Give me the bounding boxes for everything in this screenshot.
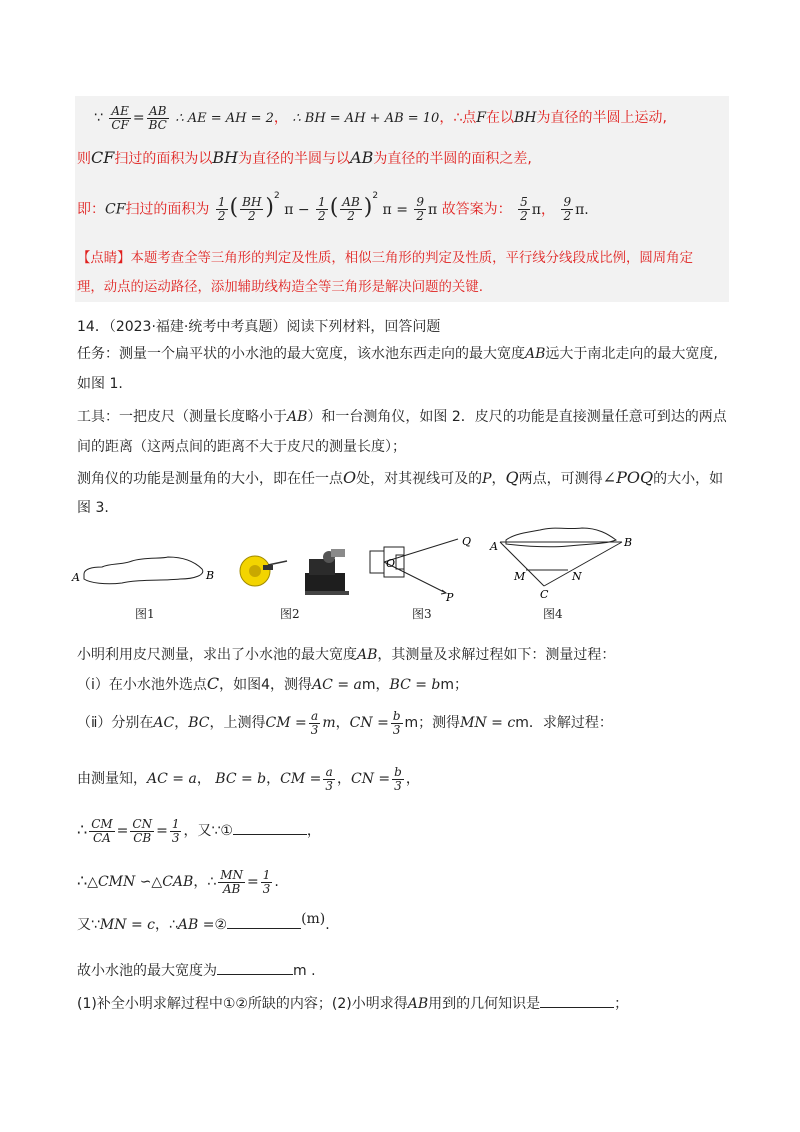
blank-width[interactable] <box>217 960 293 975</box>
problem-tools-2: 间的距离（这两点间的距离不大于皮尺的测量长度）； <box>77 439 406 455</box>
process-ratio: ∴ $\frac{CM}{CA}$ = $\frac{CN}{CB}$ = $\frac{1}{3}$ ，又∵① ， <box>77 816 321 845</box>
fig4-label-a: A <box>490 540 498 553</box>
tape-measure-icon <box>240 556 287 586</box>
blank-2[interactable] <box>227 914 301 929</box>
fig1-label-a: A <box>72 571 80 584</box>
process-step-2: （ⅱ）分别在AC，BC，上测得CM = $\frac{a}{3}$ m，CN = $\frac{b}{3}$ m；测得MN = cm．求解过程： <box>77 708 613 737</box>
process-step-1: （ⅰ）在小水池外选点C，如图4，测得AC = am，BC = bm； <box>77 674 469 693</box>
fig3-label-o: O <box>386 557 396 570</box>
figure-3-angle <box>362 535 497 603</box>
figure-4-caption: 图4 <box>543 607 563 621</box>
problem-goniometer: 测角仪的功能是测量角的大小，即在任一点O处，对其视线可及的P，Q两点，可测得∠POQ的大小，如 <box>77 468 724 487</box>
figure-4-triangle <box>488 522 636 602</box>
figure-2-tools <box>235 543 355 599</box>
solution-line-1: ∵ $\frac{AE}{CF}$ = $\frac{AB}{BC}$ ∴ AE = AH = 2， ∴ BH = AH + AB = 10，∴点F在以BH为直径的半圆上运动, <box>94 103 667 132</box>
fig3-label-p: P <box>446 591 454 603</box>
fig4-label-n: N <box>572 570 582 583</box>
area-formula: $\frac{1}{2}$ ( $\frac{BH}{2}$ )$^2$ π − $\frac{1}{2}$ ( $\frac{AB}{2}$ )$^2$ π = $\frac{9}{2}$ π <box>217 191 438 224</box>
blank-geometry[interactable] <box>540 993 614 1008</box>
fig3-label-q: Q <box>462 535 472 548</box>
blank-1[interactable] <box>233 820 307 835</box>
figure-1-pond <box>70 545 220 595</box>
because-symbol: ∵ <box>94 110 103 126</box>
figure-1-caption: 图1 <box>135 607 155 621</box>
fig1-label-b: B <box>206 569 215 582</box>
comment-line-2: 理，动点的运动路径，添加辅助线构造全等三角形是解决问题的关键. <box>77 280 483 295</box>
bh-equals: ∴ BH = AH + AB = 10 <box>292 111 440 126</box>
problem-tools: 工具：一把皮尺（测量长度略小于AB）和一台测角仪，如图 2．皮尺的功能是直接测量任意可到达的两点 <box>77 409 727 425</box>
fig4-label-b: B <box>624 536 633 549</box>
problem-task: 任务：测量一个扁平状的小水池的最大宽度，该水池东西走向的最大宽度AB远大于南北走向的最大宽度, <box>77 346 718 362</box>
process-known: 由测量知，AC = a， BC = b，CM = $\frac{a}{3}$ ，CN = $\frac{b}{3}$ ， <box>77 764 420 793</box>
figure-2-caption: 图2 <box>280 607 300 621</box>
ratio-ae-cf: $\frac{AE}{CF}$ <box>111 103 129 132</box>
problem-fig3-ref: 图 3. <box>77 500 109 516</box>
problem-heading: 14．（2023·福建·统考中考真题）阅读下列材料，回答问题 <box>77 319 441 335</box>
goniometer-icon <box>305 549 349 595</box>
process-ab-result: 又∵MN = c，∴AB =② (m). <box>77 911 330 933</box>
ae-equals: ∴ AE = AH = 2 <box>175 111 274 126</box>
comment-line-1: 【点睛】本题考查全等三角形的判定及性质，相似三角形的判定及性质，平行线分线段成比例，圆周角定 <box>77 251 693 266</box>
fig4-label-m: M <box>514 570 526 583</box>
solution-line-2: 则CF扫过的面积为以BH为直径的半圆与以AB为直径的半圆的面积之差, <box>77 148 532 167</box>
fig4-label-c: C <box>540 588 549 601</box>
solution-line-3: 即：CF扫过的面积为 $\frac{1}{2}$ ( $\frac{BH}{2}$ )$^2$ π − $\frac{1}{2}$ ( $\frac{AB}{2}$ )$^2$ π = $\frac{9}{2}$ π 故答案为： $\frac{5}{2}$ π， $\frac{9}{2}$ π. <box>77 191 589 224</box>
ratio-ab-bc: $\frac{AB}{BC}$ <box>148 103 167 132</box>
problem-fig1-ref: 如图 1. <box>77 376 123 392</box>
process-similar: ∴△CMN ∽△CAB，∴ $\frac{MN}{AB}$ = $\frac{1}{3}$ . <box>77 867 279 896</box>
figure-3-caption: 图3 <box>412 607 432 621</box>
process-questions: (1)补全小明求解过程中①②所缺的内容；(2)小明求得AB用到的几何知识是 ； <box>77 993 628 1014</box>
process-intro: 小明利用皮尺测量，求出了小水池的最大宽度AB，其测量及求解过程如下：测量过程： <box>77 647 616 663</box>
answer-values: $\frac{5}{2}$ π， $\frac{9}{2}$ π. <box>520 195 589 224</box>
process-conclusion: 故小水池的最大宽度为 m . <box>77 960 316 981</box>
